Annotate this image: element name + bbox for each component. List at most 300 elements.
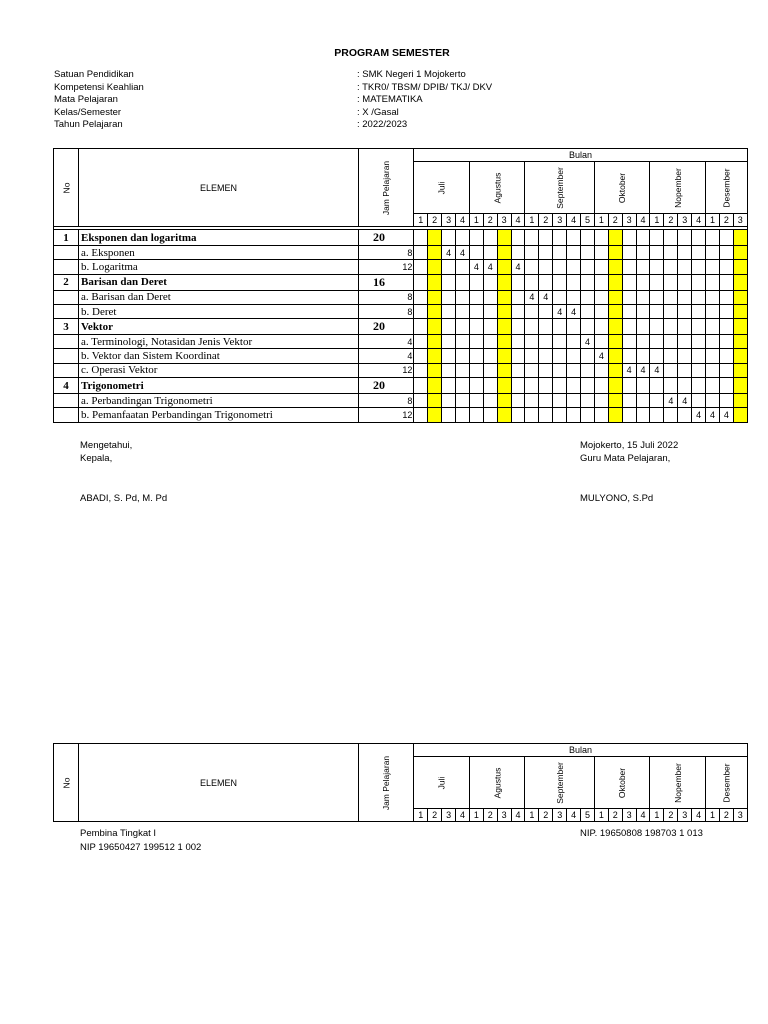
week-cell (733, 319, 747, 335)
week-cell (483, 349, 497, 363)
week-cell: 4 (594, 349, 608, 363)
week-cell (733, 246, 747, 260)
elemen-header: ELEMEN (79, 149, 359, 227)
week-cell (442, 260, 456, 274)
week-cell (733, 408, 747, 422)
table-row (54, 304, 748, 318)
week-cell (442, 290, 456, 304)
week-cell (581, 378, 595, 394)
week-cell (456, 274, 470, 290)
week-cell (511, 290, 525, 304)
week-cell (650, 378, 664, 394)
week-cell (469, 319, 483, 335)
week-cell (567, 394, 581, 408)
week-cell (567, 363, 581, 377)
week-cell (483, 230, 497, 246)
week-cell: 4 (678, 394, 692, 408)
week-cell (414, 230, 428, 246)
week-cell (650, 319, 664, 335)
month-label: Oktober (617, 172, 628, 203)
week-cell (469, 304, 483, 318)
week-cell (511, 394, 525, 408)
week-number: 2 (664, 809, 678, 822)
info-value: : MATEMATIKA (357, 94, 423, 106)
week-cell (497, 230, 511, 246)
week-cell (608, 246, 622, 260)
week-cell (636, 335, 650, 349)
week-cell (706, 290, 720, 304)
week-cell (622, 349, 636, 363)
info-block (54, 69, 492, 132)
week-cell (650, 246, 664, 260)
week-cell (469, 394, 483, 408)
week-number: 3 (553, 809, 567, 822)
week-cell: 4 (664, 394, 678, 408)
week-cell (539, 230, 553, 246)
week-cell (733, 260, 747, 274)
week-cell (442, 349, 456, 363)
week-cell (719, 335, 733, 349)
week-cell (442, 304, 456, 318)
week-cell (539, 363, 553, 377)
week-cell (539, 408, 553, 422)
week-number: 5 (581, 214, 595, 227)
table-row (54, 246, 748, 260)
week-cell (581, 363, 595, 377)
row-elemen: c. Operasi Vektor (79, 363, 359, 377)
info-label: Mata Pelajaran (54, 94, 118, 106)
week-cell (456, 378, 470, 394)
week-number: 1 (594, 809, 608, 822)
week-cell (692, 363, 706, 377)
week-cell (497, 349, 511, 363)
week-cell (414, 394, 428, 408)
row-no: 4 (54, 378, 79, 394)
week-cell (719, 319, 733, 335)
week-cell (608, 230, 622, 246)
week-cell: 4 (622, 363, 636, 377)
week-number: 3 (678, 809, 692, 822)
week-cell (511, 230, 525, 246)
info-label: Tahun Pelajaran (54, 119, 123, 131)
week-cell (719, 349, 733, 363)
week-number: 4 (636, 809, 650, 822)
week-number: 2 (664, 214, 678, 227)
week-cell (511, 378, 525, 394)
month-label: Agustus (492, 767, 503, 798)
row-elemen: Vektor (79, 319, 359, 335)
week-cell (483, 408, 497, 422)
week-cell: 4 (567, 304, 581, 318)
week-number: 3 (622, 809, 636, 822)
row-jam: 12 (359, 408, 414, 422)
week-number: 3 (442, 214, 456, 227)
row-no (54, 349, 79, 363)
row-elemen: a. Eksponen (79, 246, 359, 260)
week-cell (428, 274, 442, 290)
info-value: : SMK Negeri 1 Mojokerto (357, 69, 466, 80)
week-cell (469, 363, 483, 377)
month-label: Juli (436, 181, 447, 194)
week-number: 1 (706, 809, 720, 822)
week-cell (664, 230, 678, 246)
info-value: : TKR0/ TBSM/ DPIB/ TKJ/ DKV (357, 81, 493, 93)
week-cell (553, 319, 567, 335)
week-cell (511, 304, 525, 318)
week-cell (497, 274, 511, 290)
week-cell (719, 378, 733, 394)
week-cell (497, 304, 511, 318)
week-cell (511, 408, 525, 422)
week-cell (428, 319, 442, 335)
week-cell (525, 394, 539, 408)
week-cell (650, 290, 664, 304)
row-no (54, 335, 79, 349)
week-cell (594, 246, 608, 260)
week-cell (456, 363, 470, 377)
row-jam: 4 (359, 335, 414, 349)
info-label: Satuan Pendidikan (54, 69, 134, 80)
table-row (54, 230, 748, 246)
week-cell (692, 335, 706, 349)
week-cell (636, 230, 650, 246)
month-header (706, 757, 748, 809)
week-number: 2 (483, 214, 497, 227)
month-label: September (554, 761, 565, 804)
week-cell (706, 349, 720, 363)
week-cell (581, 394, 595, 408)
row-jam: 20 (359, 378, 414, 394)
week-cell (733, 274, 747, 290)
week-cell (664, 408, 678, 422)
week-cell (608, 335, 622, 349)
week-cell (567, 335, 581, 349)
week-number: 2 (428, 809, 442, 822)
week-cell (428, 304, 442, 318)
week-cell (678, 363, 692, 377)
jam-header (359, 744, 414, 822)
week-cell (706, 335, 720, 349)
week-cell (622, 408, 636, 422)
week-cell (511, 246, 525, 260)
month-header (594, 757, 650, 809)
week-cell (636, 274, 650, 290)
week-cell (539, 304, 553, 318)
week-number: 1 (414, 809, 428, 822)
week-cell (622, 335, 636, 349)
week-cell (414, 246, 428, 260)
week-cell (692, 378, 706, 394)
week-number: 2 (608, 809, 622, 822)
week-number: 2 (719, 214, 733, 227)
row-no: 2 (54, 274, 79, 290)
row-jam: 8 (359, 394, 414, 408)
week-cell (636, 394, 650, 408)
week-cell (622, 260, 636, 274)
month-label: Juli (436, 776, 447, 789)
week-cell (414, 274, 428, 290)
week-cell (553, 363, 567, 377)
week-cell (692, 246, 706, 260)
week-cell (581, 260, 595, 274)
info-label: Kelas/Semester (54, 106, 122, 118)
week-cell (456, 260, 470, 274)
week-cell (719, 290, 733, 304)
week-number: 2 (539, 809, 553, 822)
week-cell (567, 260, 581, 274)
week-cell (664, 260, 678, 274)
week-cell (553, 408, 567, 422)
week-cell (511, 363, 525, 377)
week-cell (650, 260, 664, 274)
week-cell (692, 394, 706, 408)
week-cell (581, 304, 595, 318)
week-cell (678, 319, 692, 335)
week-cell (456, 394, 470, 408)
row-jam: 20 (359, 230, 414, 246)
week-cell (636, 349, 650, 363)
row-jam: 16 (359, 274, 414, 290)
week-cell (428, 260, 442, 274)
table-row (54, 319, 748, 335)
sig-left-name: ABADI, S. Pd, M. Pd (80, 493, 168, 504)
week-cell (664, 274, 678, 290)
row-elemen: b. Logaritma (79, 260, 359, 274)
week-number: 3 (678, 214, 692, 227)
week-cell (428, 394, 442, 408)
week-cell (664, 378, 678, 394)
week-cell (539, 349, 553, 363)
week-cell (608, 363, 622, 377)
week-cell (733, 304, 747, 318)
week-number: 4 (692, 214, 706, 227)
week-cell (706, 319, 720, 335)
week-cell (456, 304, 470, 318)
jam-header (359, 149, 414, 227)
week-cell (594, 394, 608, 408)
week-cell (581, 319, 595, 335)
week-cell (497, 246, 511, 260)
week-cell (706, 246, 720, 260)
no-header-label: No (61, 182, 71, 193)
week-cell (567, 230, 581, 246)
week-cell (539, 378, 553, 394)
week-cell (442, 274, 456, 290)
week-cell (594, 319, 608, 335)
week-cell (469, 349, 483, 363)
week-cell (692, 260, 706, 274)
week-cell (456, 290, 470, 304)
week-cell (581, 349, 595, 363)
week-cell (664, 335, 678, 349)
week-cell: 4 (483, 260, 497, 274)
week-cell (706, 363, 720, 377)
week-cell (608, 290, 622, 304)
week-cell (678, 260, 692, 274)
row-no (54, 394, 79, 408)
week-cell (636, 290, 650, 304)
week-cell (650, 335, 664, 349)
week-cell (581, 408, 595, 422)
week-cell (622, 290, 636, 304)
week-cell (636, 260, 650, 274)
week-cell: 4 (706, 408, 720, 422)
week-number: 5 (581, 809, 595, 822)
table-row (54, 408, 748, 422)
week-cell (608, 319, 622, 335)
week-cell (414, 319, 428, 335)
table-row (54, 349, 748, 363)
week-cell (456, 335, 470, 349)
week-cell (719, 363, 733, 377)
week-cell (706, 304, 720, 318)
week-cell (414, 363, 428, 377)
week-cell (678, 378, 692, 394)
week-cell (733, 378, 747, 394)
week-cell (414, 260, 428, 274)
week-cell (525, 363, 539, 377)
bulan-header: Bulan (414, 149, 747, 162)
week-cell (414, 408, 428, 422)
week-cell (594, 260, 608, 274)
week-cell (567, 349, 581, 363)
week-cell (428, 290, 442, 304)
week-cell (678, 349, 692, 363)
row-elemen: b. Vektor dan Sistem Koordinat (79, 349, 359, 363)
week-cell (719, 394, 733, 408)
week-number: 4 (567, 809, 581, 822)
week-cell (636, 378, 650, 394)
week-number: 3 (497, 809, 511, 822)
info-row (54, 94, 492, 107)
week-cell (719, 260, 733, 274)
week-cell (456, 408, 470, 422)
week-cell (608, 378, 622, 394)
week-number: 4 (636, 214, 650, 227)
table-row (54, 378, 748, 394)
week-cell (525, 335, 539, 349)
week-cell (594, 408, 608, 422)
week-number: 2 (719, 809, 733, 822)
week-cell (622, 319, 636, 335)
week-cell (608, 304, 622, 318)
week-cell (719, 246, 733, 260)
week-cell (692, 290, 706, 304)
table-row (54, 290, 748, 304)
month-header (525, 162, 594, 214)
week-cell (428, 363, 442, 377)
elemen-header: ELEMEN (79, 744, 359, 822)
week-cell (706, 260, 720, 274)
week-cell (733, 230, 747, 246)
week-cell (483, 363, 497, 377)
week-cell (622, 230, 636, 246)
week-cell (456, 349, 470, 363)
month-label: September (554, 166, 565, 209)
week-cell (650, 304, 664, 318)
week-cell (414, 349, 428, 363)
week-cell (483, 274, 497, 290)
table-row (54, 335, 748, 349)
week-cell (525, 319, 539, 335)
week-cell (442, 408, 456, 422)
week-number: 4 (692, 809, 706, 822)
week-cell (511, 349, 525, 363)
week-cell (692, 319, 706, 335)
week-cell (650, 394, 664, 408)
week-cell (525, 274, 539, 290)
week-number: 3 (497, 214, 511, 227)
row-no (54, 408, 79, 422)
month-label: Desember (721, 167, 732, 208)
week-cell (469, 335, 483, 349)
week-cell (664, 246, 678, 260)
week-number: 4 (567, 214, 581, 227)
week-number: 4 (456, 214, 470, 227)
row-jam: 12 (359, 363, 414, 377)
week-cell (497, 335, 511, 349)
week-cell (608, 274, 622, 290)
week-number: 1 (469, 214, 483, 227)
week-cell (442, 230, 456, 246)
week-cell (483, 378, 497, 394)
week-cell (622, 246, 636, 260)
week-cell (664, 304, 678, 318)
week-cell (664, 349, 678, 363)
week-cell (594, 304, 608, 318)
week-cell (553, 335, 567, 349)
week-cell (539, 319, 553, 335)
row-elemen: Barisan dan Deret (79, 274, 359, 290)
week-number: 3 (733, 214, 747, 227)
week-number: 1 (414, 214, 428, 227)
week-cell (553, 230, 567, 246)
week-cell (525, 349, 539, 363)
week-number: 1 (706, 214, 720, 227)
week-cell (469, 230, 483, 246)
week-number: 1 (525, 809, 539, 822)
week-cell (636, 246, 650, 260)
week-cell (553, 378, 567, 394)
week-cell (733, 335, 747, 349)
week-cell (719, 304, 733, 318)
table-row (54, 394, 748, 408)
week-cell (581, 230, 595, 246)
week-cell (525, 304, 539, 318)
week-cell: 4 (469, 260, 483, 274)
no-header-label: No (61, 777, 71, 788)
week-cell (497, 408, 511, 422)
week-cell: 4 (581, 335, 595, 349)
week-cell (650, 274, 664, 290)
sig-right-line1: Mojokerto, 15 Juli 2022 (580, 440, 679, 451)
week-cell (706, 378, 720, 394)
row-no (54, 304, 79, 318)
week-cell (525, 408, 539, 422)
jam-header-label: Jam Pelajaran (381, 160, 392, 215)
week-cell (678, 230, 692, 246)
week-number: 2 (539, 214, 553, 227)
sig-left-line2: Kepala, (80, 453, 113, 464)
info-value: : X /Gasal (357, 106, 399, 118)
program-semester-table (53, 148, 748, 423)
week-cell (469, 274, 483, 290)
week-cell (567, 408, 581, 422)
week-cell (539, 274, 553, 290)
week-number: 1 (650, 809, 664, 822)
info-row (54, 69, 492, 82)
week-cell (733, 394, 747, 408)
